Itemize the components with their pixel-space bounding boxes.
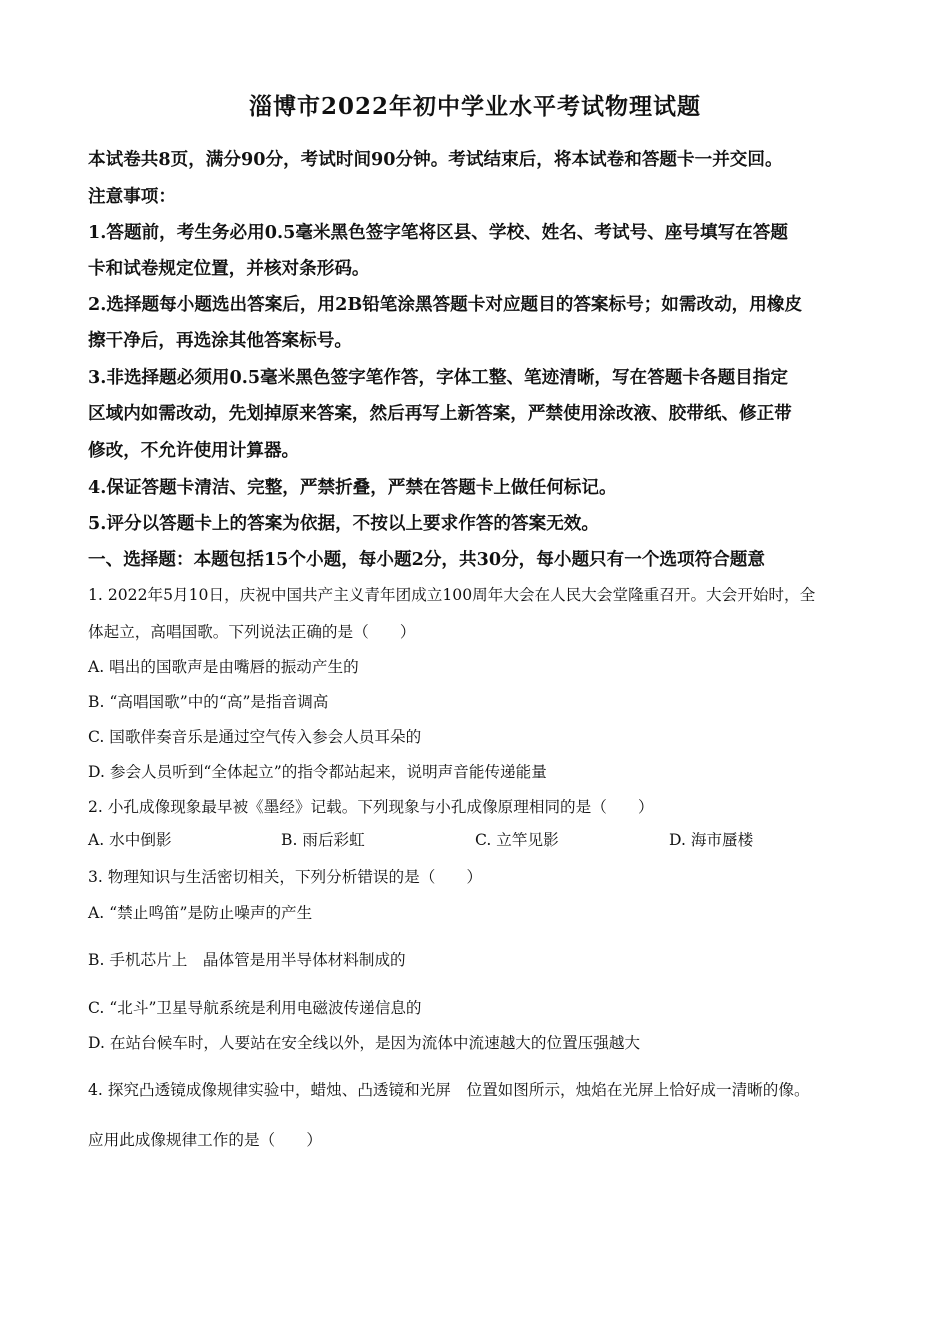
- question-3-option-d: D. 在站台候车时，人要站在安全线以外，是因为流体中流速越大的位置压强越大: [88, 1034, 641, 1052]
- question-2-options: [88, 828, 868, 852]
- question-1-option-a: A. 唱出的国歌声是由嘴唇的振动产生的: [88, 658, 359, 676]
- notice-line: 1.答题前，考生务必用0.5毫米黑色签字笔将区县、学校、姓名、考试号、座号填写在答题: [88, 222, 788, 243]
- question-2-option-a: A. 水中倒影: [88, 831, 172, 849]
- question-4-stem: 4. 探究凸透镜成像规律实验中，蜡烛、凸透镜和光屏 位置如图所示，烛焰在光屏上恰好成一清晰的像。: [88, 1081, 810, 1099]
- question-2-option-d: D. 海市蜃楼: [669, 831, 754, 849]
- question-3-option-a: A. “禁止鸣笛”是防止噪声的产生: [88, 904, 313, 922]
- question-3-option-c: C. “北斗”卫星导航系统是利用电磁波传递信息的: [88, 999, 422, 1017]
- question-3-option-b: B. 手机芯片上 晶体管是用半导体材料制成的: [88, 951, 406, 969]
- question-1-option-b: B. “高唱国歌”中的“高”是指音调高: [88, 693, 329, 711]
- question-2-option-c: C. 立竿见影: [475, 831, 559, 849]
- notice-line: 4.保证答题卡清洁、完整，严禁折叠，严禁在答题卡上做任何标记。: [88, 477, 617, 498]
- notice-heading: 注意事项：: [88, 186, 176, 207]
- question-4-stem: 应用此成像规律工作的是（ ）: [88, 1131, 322, 1149]
- question-3-stem: 3. 物理知识与生活密切相关，下列分析错误的是（ ）: [88, 868, 483, 886]
- question-1-stem: 1. 2022年5月10日，庆祝中国共产主义青年团成立100周年大会在人民大会堂隆重召开。大会开始时，全: [88, 586, 816, 604]
- notice-line: 3.非选择题必须用0.5毫米黑色签字笔作答，字体工整、笔迹清晰，写在答题卡各题目指定: [88, 367, 788, 388]
- notice-line: 2.选择题每小题选出答案后，用2B铅笔涂黑答题卡对应题目的答案标号；如需改动，用橡皮: [88, 294, 803, 315]
- notice-line: 卡和试卷规定位置，并核对条形码。: [88, 258, 370, 279]
- notice-line: 擦干净后，再选涂其他答案标号。: [88, 330, 352, 351]
- question-2-stem: 2. 小孔成像现象最早被《墨经》记载。下列现象与小孔成像原理相同的是（ ）: [88, 798, 654, 816]
- section-heading: 一、选择题：本题包括15个小题，每小题2分，共30分，每小题只有一个选项符合题意: [88, 549, 765, 570]
- question-1-option-c: C. 国歌伴奏音乐是通过空气传入参会人员耳朵的: [88, 728, 422, 746]
- notice-line: 区域内如需改动，先划掉原来答案，然后再写上新答案，严禁使用涂改液、胶带纸、修正带: [88, 403, 792, 424]
- notice-line: 修改，不允许使用计算器。: [88, 440, 300, 461]
- notice-line: 5.评分以答题卡上的答案为依据，不按以上要求作答的答案无效。: [88, 513, 599, 534]
- question-1-option-d: D. 参会人员听到“全体起立”的指令都站起来，说明声音能传递能量: [88, 763, 547, 781]
- exam-title: 淄博市2022年初中学业水平考试物理试题: [248, 93, 701, 120]
- question-2-option-b: B. 雨后彩虹: [281, 831, 365, 849]
- exam-intro: 本试卷共8页，满分90分，考试时间90分钟。考试结束后，将本试卷和答题卡一并交回。: [88, 149, 783, 170]
- question-1-stem: 体起立，高唱国歌。下列说法正确的是（ ）: [88, 623, 416, 641]
